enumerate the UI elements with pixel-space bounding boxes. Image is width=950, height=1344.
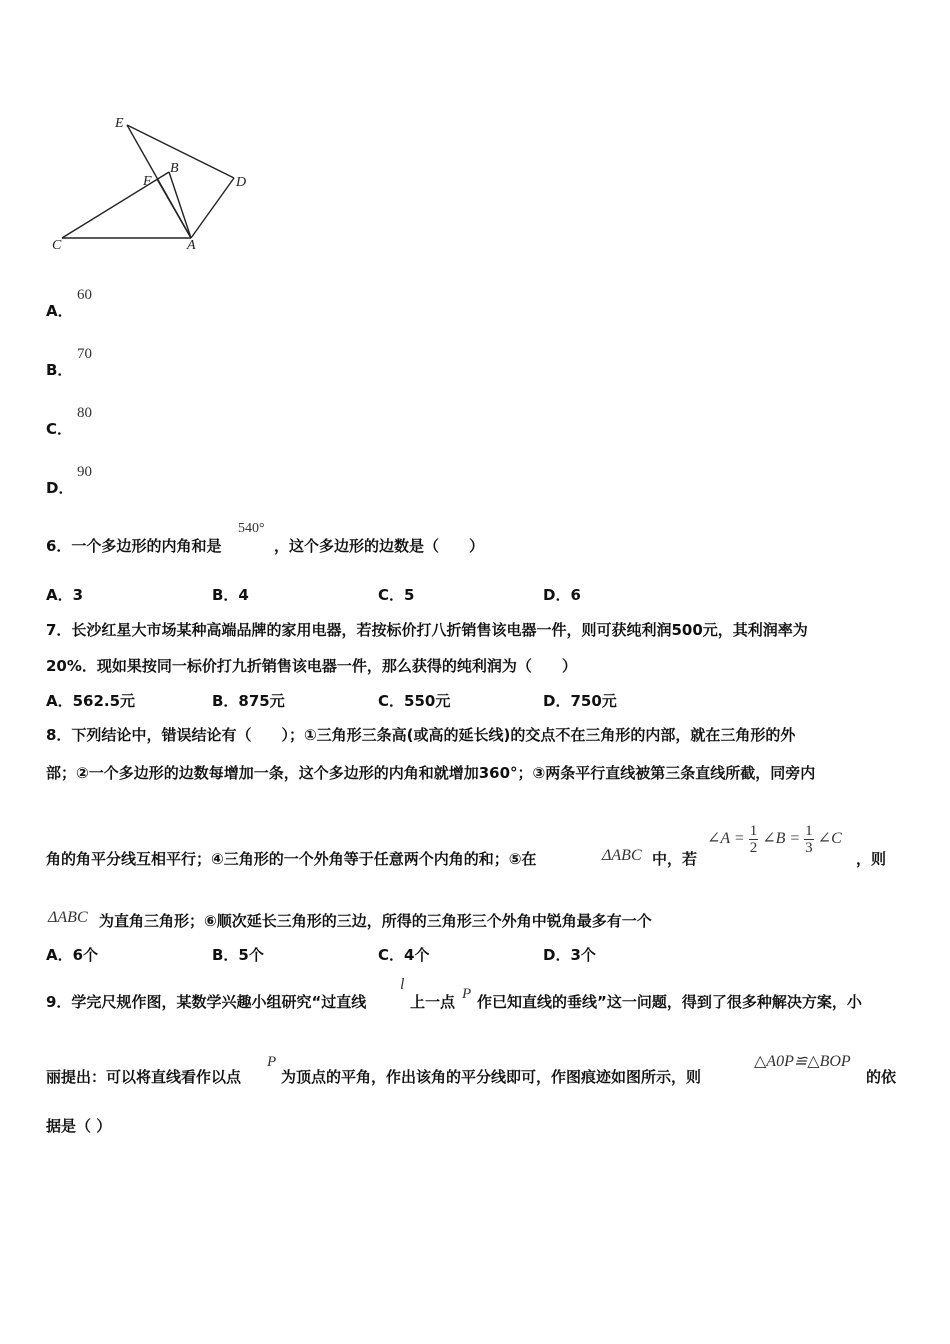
option-b: B．5个 — [212, 946, 264, 964]
fraction-one-third: $\frac{1}{3}$ — [805, 823, 813, 856]
point-label-D: D — [236, 175, 247, 190]
question-text: ，这个多边形的边数是（ ） — [274, 537, 485, 555]
option-label: A． — [46, 302, 73, 320]
question-text: ，则 — [856, 850, 887, 868]
point-variable-p: P — [462, 986, 472, 1002]
option-value: 60 — [77, 287, 92, 303]
question-line-2: 丽提出：可以将直线看作以点 — [46, 1068, 242, 1086]
question-text: 作已知直线的垂线”这一问题，得到了很多种解决方案，小 — [477, 993, 862, 1011]
option-c: C．550元 — [378, 692, 451, 710]
option-d: D．750元 — [543, 692, 617, 710]
question-text: 中，若 — [652, 850, 698, 868]
geometry-figure — [40, 108, 270, 258]
congruence-statement: △A0P≌△BOP — [754, 1053, 851, 1070]
question-text: 为顶点的平角，作出该角的平分线即可，作图痕迹如图所示，则 — [281, 1068, 702, 1086]
option-c: C．5 — [378, 586, 415, 604]
segment-DA — [191, 178, 234, 238]
question-text: 6．一个多边形的内角和是 — [46, 537, 222, 555]
question-text: 的依 — [866, 1068, 897, 1086]
angle-b: ∠B = — [762, 830, 801, 848]
option-d: D．3个 — [543, 946, 596, 964]
segment-ED — [127, 125, 234, 178]
triangle-abc: ΔABC — [48, 909, 88, 926]
question-line-2: 20%．现如果按同一标价打九折销售该电器一件，那么获得的纯利润为（ ） — [46, 657, 577, 675]
point-label-A: A — [187, 238, 196, 253]
angle-c: ∠C — [817, 830, 842, 848]
option-label: C． — [46, 420, 73, 438]
question-line-1: 7．长沙红星大市场某种高端品牌的家用电器，若按标价打八折销售该电器一件，则可获纯利润500元，其利润率为 — [46, 621, 808, 639]
question-line-3: 角的角平分线互相平行；④三角形的一个外角等于任意两个内角的和；⑤在 — [46, 850, 537, 868]
fraction-one-half: $\frac{1}{2}$ — [749, 823, 758, 856]
option-d: D．6 — [543, 586, 581, 604]
option-value: 90 — [77, 464, 92, 480]
option-a: A．6个 — [46, 946, 99, 964]
question-line-1: 9．学完尺规作图，某数学兴趣小组研究“过直线 — [46, 993, 367, 1011]
point-variable-p: P — [267, 1054, 277, 1070]
option-b: B．4 — [212, 586, 249, 604]
point-label-B: B — [170, 161, 179, 176]
triangle-abc: ΔABC — [602, 847, 642, 864]
angle-sum-value: 540° — [238, 521, 265, 536]
option-value: 70 — [77, 346, 92, 362]
question-line-1: 8．下列结论中，错误结论有（ ）；①三角形三条高(或高的延长线)的交点不在三角形的内部，就在三角形的外 — [46, 726, 796, 744]
question-text: 上一点 — [410, 993, 456, 1011]
question-line-2: 部；②一个多边形的边数每增加一条，这个多边形的内角和就增加360°；③两条平行直线被第三条直线所截，同旁内 — [46, 764, 816, 782]
angle-equation — [707, 823, 842, 856]
angle-a: ∠A = — [707, 830, 745, 848]
option-b: B．875元 — [212, 692, 285, 710]
point-label-C: C — [52, 238, 62, 253]
question-line-3: 据是（ ） — [46, 1117, 112, 1135]
option-value: 80 — [77, 405, 92, 421]
segment-CB — [62, 172, 169, 238]
option-label: D． — [46, 479, 74, 497]
point-label-E: E — [115, 116, 124, 131]
option-label: B． — [46, 361, 73, 379]
option-a: A．562.5元 — [46, 692, 136, 710]
question-line-4: 为直角三角形；⑥顺次延长三角形的三边，所得的三角形三个外角中锐角最多有一个 — [99, 912, 652, 930]
point-label-F: F — [143, 174, 152, 189]
option-a: A．3 — [46, 586, 84, 604]
option-c: C．4个 — [378, 946, 430, 964]
line-variable-l: l — [400, 976, 405, 993]
